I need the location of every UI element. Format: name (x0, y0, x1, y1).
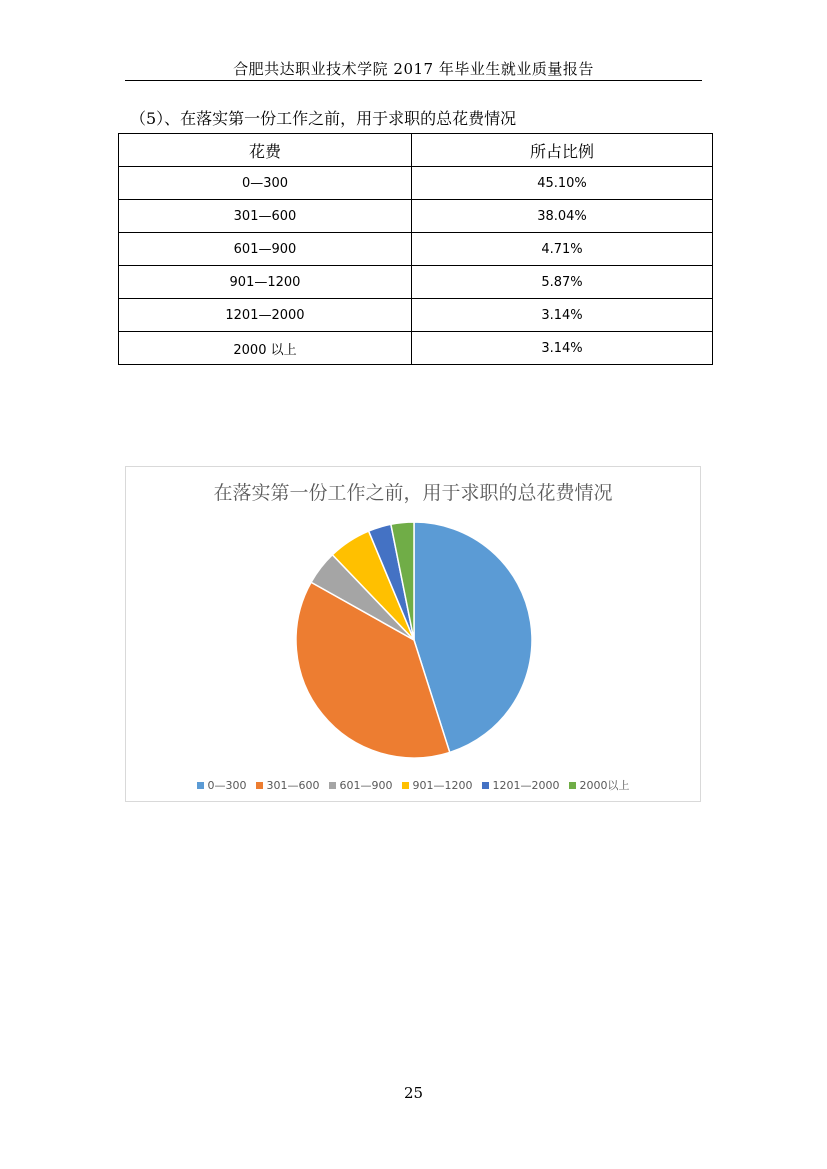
legend-label: 1201—2000 (492, 778, 560, 792)
percentage-cell: 38.04% (411, 200, 712, 233)
table-row (119, 233, 713, 266)
cost-range-cell: 601—900 (119, 233, 412, 266)
cost-range-cell: 2000 以上 (119, 332, 412, 365)
page-header: 合肥共达职业技术学院 2017 年毕业生就业质量报告 (233, 60, 594, 78)
legend-label: 0—300 (207, 778, 247, 792)
legend-swatch (197, 782, 204, 789)
section-title: （5）、在落实第一份工作之前，用于求职的总花费情况 (130, 109, 517, 128)
cost-table (118, 133, 713, 365)
table-row (119, 266, 713, 299)
legend-label: 901—1200 (412, 778, 473, 792)
percentage-cell: 4.71% (411, 233, 712, 266)
header-divider (125, 80, 702, 81)
legend-item (256, 777, 320, 793)
legend-swatch (402, 782, 409, 789)
legend-swatch (256, 782, 263, 789)
legend-item (329, 777, 393, 793)
page-number: 25 (403, 1084, 424, 1102)
table-row (119, 299, 713, 332)
legend-item (197, 777, 247, 793)
legend-item (482, 777, 560, 793)
cost-range-cell: 901—1200 (119, 266, 412, 299)
chart-legend (126, 777, 700, 793)
cost-range-cell: 0—300 (119, 167, 412, 200)
percentage-cell: 45.10% (411, 167, 712, 200)
cost-range-cell: 301—600 (119, 200, 412, 233)
legend-label: 601—900 (339, 778, 393, 792)
column-header-cost: 花费 (119, 134, 412, 167)
percentage-cell: 5.87% (411, 266, 712, 299)
table-row (119, 332, 713, 365)
column-header-percentage: 所占比例 (411, 134, 712, 167)
percentage-cell: 3.14% (411, 332, 712, 365)
pie-chart-canvas (126, 467, 700, 767)
legend-item (402, 777, 473, 793)
table-row (119, 167, 713, 200)
legend-label: 301—600 (266, 778, 320, 792)
legend-label: 2000以上 (579, 779, 630, 792)
legend-swatch (329, 782, 336, 789)
percentage-cell: 3.14% (411, 299, 712, 332)
table-header-row (119, 134, 713, 167)
table-row (119, 200, 713, 233)
pie-chart (125, 466, 701, 802)
legend-item (569, 777, 630, 793)
chart-title: 在落实第一份工作之前，用于求职的总花费情况 (213, 482, 613, 504)
cost-range-cell: 1201—2000 (119, 299, 412, 332)
legend-swatch (482, 782, 489, 789)
legend-swatch (569, 782, 576, 789)
